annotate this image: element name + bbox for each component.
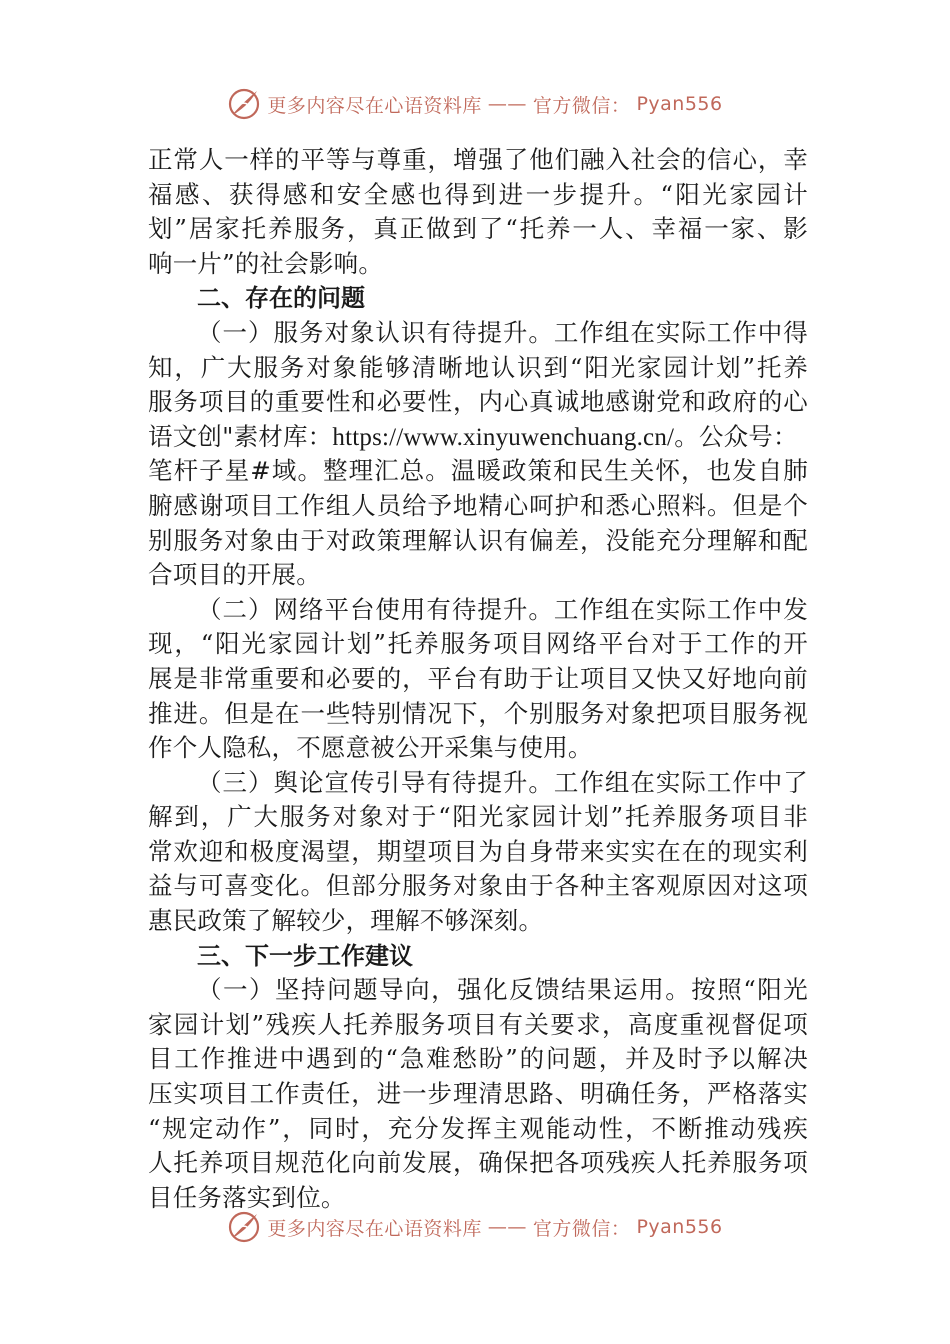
watermark-text-prefix: 更多内容尽在心语资料库	[267, 94, 482, 117]
quill-logo-icon	[227, 1210, 261, 1243]
watermark-dash: ——	[487, 1216, 527, 1238]
watermark-dash: ——	[487, 93, 527, 115]
source-url: https://www.xinyuwenchuang.cn/	[332, 423, 675, 451]
url-line-before: 语文创"素材库：	[148, 421, 333, 451]
body-line: 推进。但是在一些特别情况下，个别服务对象把项目服务视	[148, 698, 808, 728]
watermark-wechat-id: Pyan556	[636, 1216, 723, 1238]
document-body	[148, 143, 808, 1215]
watermark-footer	[0, 1203, 950, 1243]
body-line: 现，“阳光家园计划”托养服务项目网络平台对于工作的开	[148, 629, 808, 659]
body-line: 服务项目的重要性和必要性，内心真诚地感谢党和政府的心	[148, 387, 808, 417]
body-line: 压实项目工作责任，进一步理清思路、明确任务，严格落实	[148, 1079, 808, 1109]
watermark-text-middle: 官方微信：	[532, 94, 631, 117]
watermark-text-prefix: 更多内容尽在心语资料库	[267, 1217, 482, 1240]
body-line: 惠民政策了解较少，理解不够深刻。	[148, 906, 544, 936]
watermark-wechat-id: Pyan556	[636, 93, 723, 115]
body-line: 常欢迎和极度渴望，期望项目为自身带来实实在在的现实利	[148, 836, 808, 866]
body-line: 解到，广大服务对象对于“阳光家园计划”托养服务项目非	[148, 802, 808, 832]
url-line-after: 。公众号：	[674, 421, 798, 451]
body-line: （二）网络平台使用有待提升。工作组在实际工作中发	[197, 594, 808, 624]
body-line: 人托养项目规范化向前发展，确保把各项残疾人托养服务项	[148, 1148, 808, 1178]
body-line: （一）服务对象认识有待提升。工作组在实际工作中得	[197, 317, 808, 347]
body-line: 划”居家托养服务，真正做到了“托养一人、幸福一家、影	[148, 214, 808, 244]
body-line: 知，广大服务对象能够清晰地认识到“阳光家园计划”托养	[148, 352, 808, 382]
body-line: 家园计划”残疾人托养服务项目有关要求，高度重视督促项	[148, 1009, 808, 1039]
body-line: 目工作推进中遇到的“急难愁盼”的问题，并及时予以解决	[148, 1044, 808, 1074]
body-line: 正常人一样的平等与尊重，增强了他们融入社会的信心，幸	[148, 145, 808, 174]
body-line: 作个人隐私，不愿意被公开采集与使用。	[148, 733, 593, 763]
body-line: 合项目的开展。	[148, 560, 321, 590]
body-line: 益与可喜变化。但部分服务对象由于各种主客观原因对这项	[148, 871, 808, 901]
body-line: 目任务落实到位。	[148, 1182, 346, 1212]
watermark-header	[0, 84, 950, 124]
body-line: 展是非常重要和必要的，平台有助于让项目又快又好地向前	[148, 663, 808, 693]
section-heading-suggestions: 三、下一步工作建议	[197, 941, 413, 970]
body-line: 福感、获得感和安全感也得到进一步提升。“阳光家园计	[148, 179, 808, 209]
watermark-text-middle: 官方微信：	[532, 1217, 631, 1240]
body-line: 笔杆子星#域。整理汇总。温暖政策和民生关怀，也发自肺	[148, 456, 808, 486]
body-line-with-url	[148, 420, 808, 455]
body-line: 腑感谢项目工作组人员给予地精心呵护和悉心照料。但是个	[148, 490, 808, 520]
body-line: 响一片”的社会影响。	[148, 248, 384, 278]
body-line: “规定动作”，同时，充分发挥主观能动性，不断推动残疾	[148, 1113, 808, 1143]
section-heading-problems: 二、存在的问题	[197, 284, 365, 313]
body-line: （一）坚持问题导向，强化反馈结果运用。按照“阳光	[197, 975, 808, 1005]
quill-logo-icon	[227, 87, 261, 121]
body-line: （三）舆论宣传引导有待提升。工作组在实际工作中了	[197, 767, 808, 797]
body-line: 别服务对象由于对政策理解认识有偏差，没能充分理解和配	[148, 525, 808, 555]
